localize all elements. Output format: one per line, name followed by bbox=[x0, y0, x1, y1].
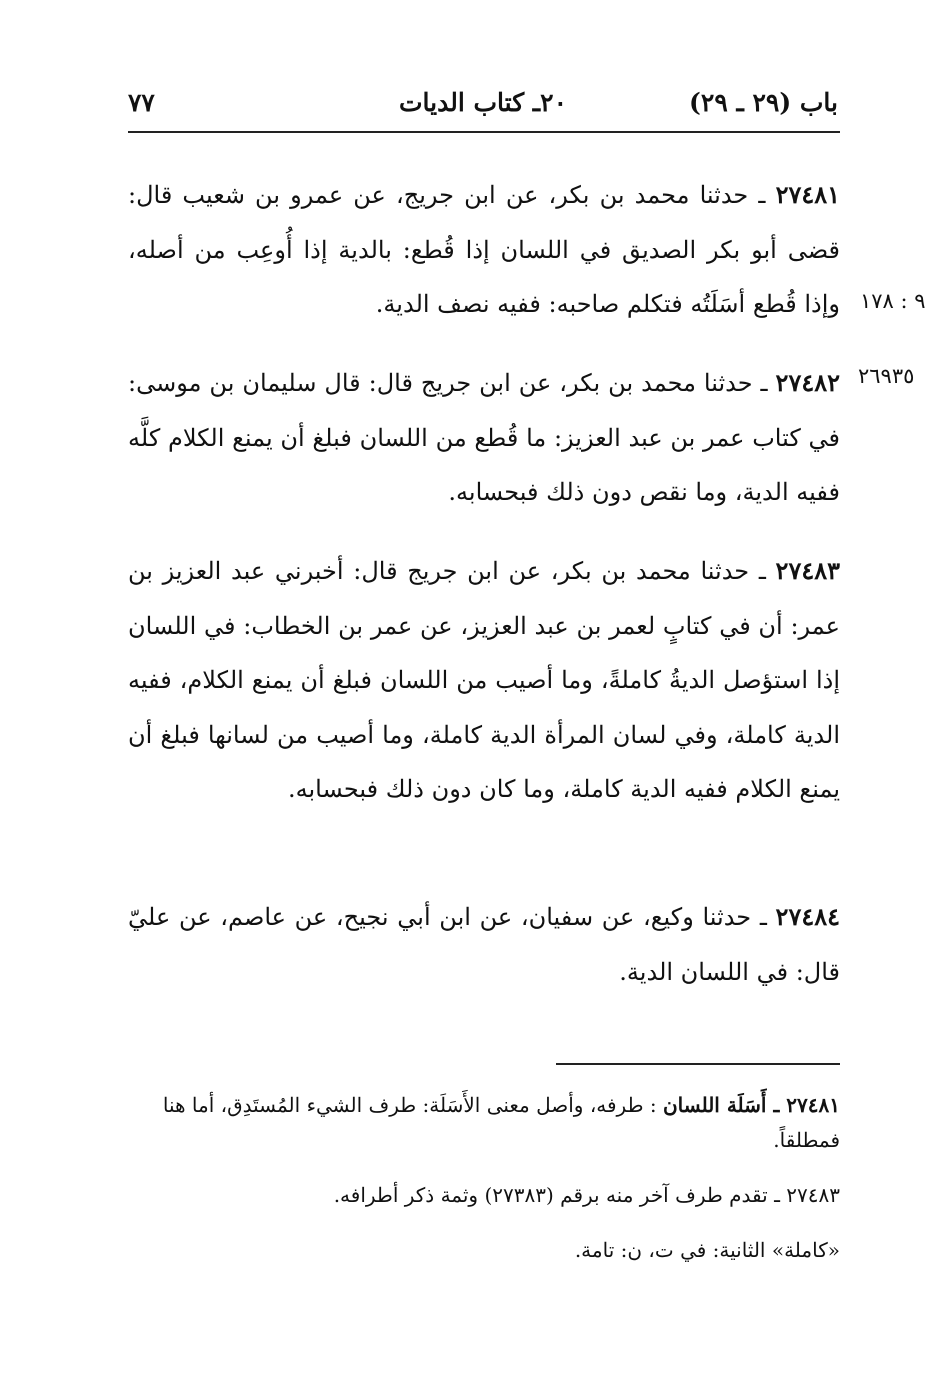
hadith-number: ٢٧٤٨٢ bbox=[775, 368, 840, 397]
footnote-divider bbox=[556, 1063, 840, 1065]
chapter-label: باب (٢٩ ـ ٢٩) bbox=[689, 88, 838, 117]
footnote-lead: ٢٧٤٨١ ـ أَسَلَة اللسان bbox=[662, 1093, 840, 1117]
footnote-text: «كاملة» الثانية: في ت، ن: تامة. bbox=[574, 1238, 840, 1262]
book-title: ٢٠ـ كتاب الديات bbox=[399, 88, 567, 117]
footnote-text: ٢٧٤٨٣ ـ تقدم طرف آخر منه برقم (٢٧٣٨٣) وثمة ذكر أطرافه. bbox=[333, 1183, 840, 1207]
hadith-text: ـ حدثنا محمد بن بكر، عن ابن جريج قال: أخبرني عبد العزيز بن عمر: أن في كتابٍ لعمر بن عبد العزيز، عن عمر بن الخطاب: في اللسان إذا استؤصل الديةُ كاملةً، وما أصيب من اللسان فبلغ أن يمنع الكلام، ففيه الدية كاملة، وفي لسان المرأة الدية كاملة، وما أصيب من لسانها فبلغ أن يمنع الكلام ففيه الدية كاملة، وما كان دون ذلك فبحسابه. bbox=[128, 557, 840, 803]
page-number: ٧٧ bbox=[128, 88, 155, 117]
hadith-text: ـ حدثنا وكيع، عن سفيان، عن ابن أبي نجيح، عن عاصم، عن عليّ قال: في اللسان الدية. bbox=[128, 903, 840, 986]
header-divider bbox=[128, 131, 840, 133]
margin-reference: ٩ : ١٧٨ bbox=[860, 289, 926, 313]
footnote-text: : طرفه، وأصل معنى الأَسَلَة: طرف الشيء المُستَدِق، أما هنا فمطلقاً. bbox=[162, 1093, 840, 1152]
hadith-text: ـ حدثنا محمد بن بكر، عن ابن جريج قال: قال سليمان بن موسى: في كتاب عمر بن عبد العزيز: ما قُطع من اللسان فبلغ أن يمنع الكلام كلَّه ففيه الدية، وما نقص دون ذلك فبحسابه. bbox=[128, 369, 840, 506]
footnote bbox=[128, 1233, 840, 1268]
footnote bbox=[128, 1088, 840, 1158]
margin-reference: ٢٦٩٣٥ bbox=[858, 364, 915, 388]
hadith-number: ٢٧٤٨٤ bbox=[775, 902, 840, 931]
hadith-paragraph bbox=[128, 356, 840, 520]
hadith-number: ٢٧٤٨٣ bbox=[775, 556, 840, 585]
hadith-number: ٢٧٤٨١ bbox=[775, 180, 841, 209]
footnotes bbox=[128, 1088, 840, 1288]
footnote bbox=[128, 1178, 840, 1213]
hadith-paragraph bbox=[128, 890, 840, 999]
hadith-paragraph bbox=[128, 168, 840, 332]
hadith-text: ـ حدثنا محمد بن بكر، عن ابن جريج، عن عمرو بن شعيب قال: قضى أبو بكر الصديق في اللسان إذا قُطع: بالدية إذا أُوعِب من أصله، وإذا قُطع أسَلَتُه فتكلم صاحبه: ففيه نصف الدية. bbox=[128, 181, 840, 318]
running-header bbox=[128, 88, 838, 128]
hadith-paragraph bbox=[128, 544, 840, 817]
